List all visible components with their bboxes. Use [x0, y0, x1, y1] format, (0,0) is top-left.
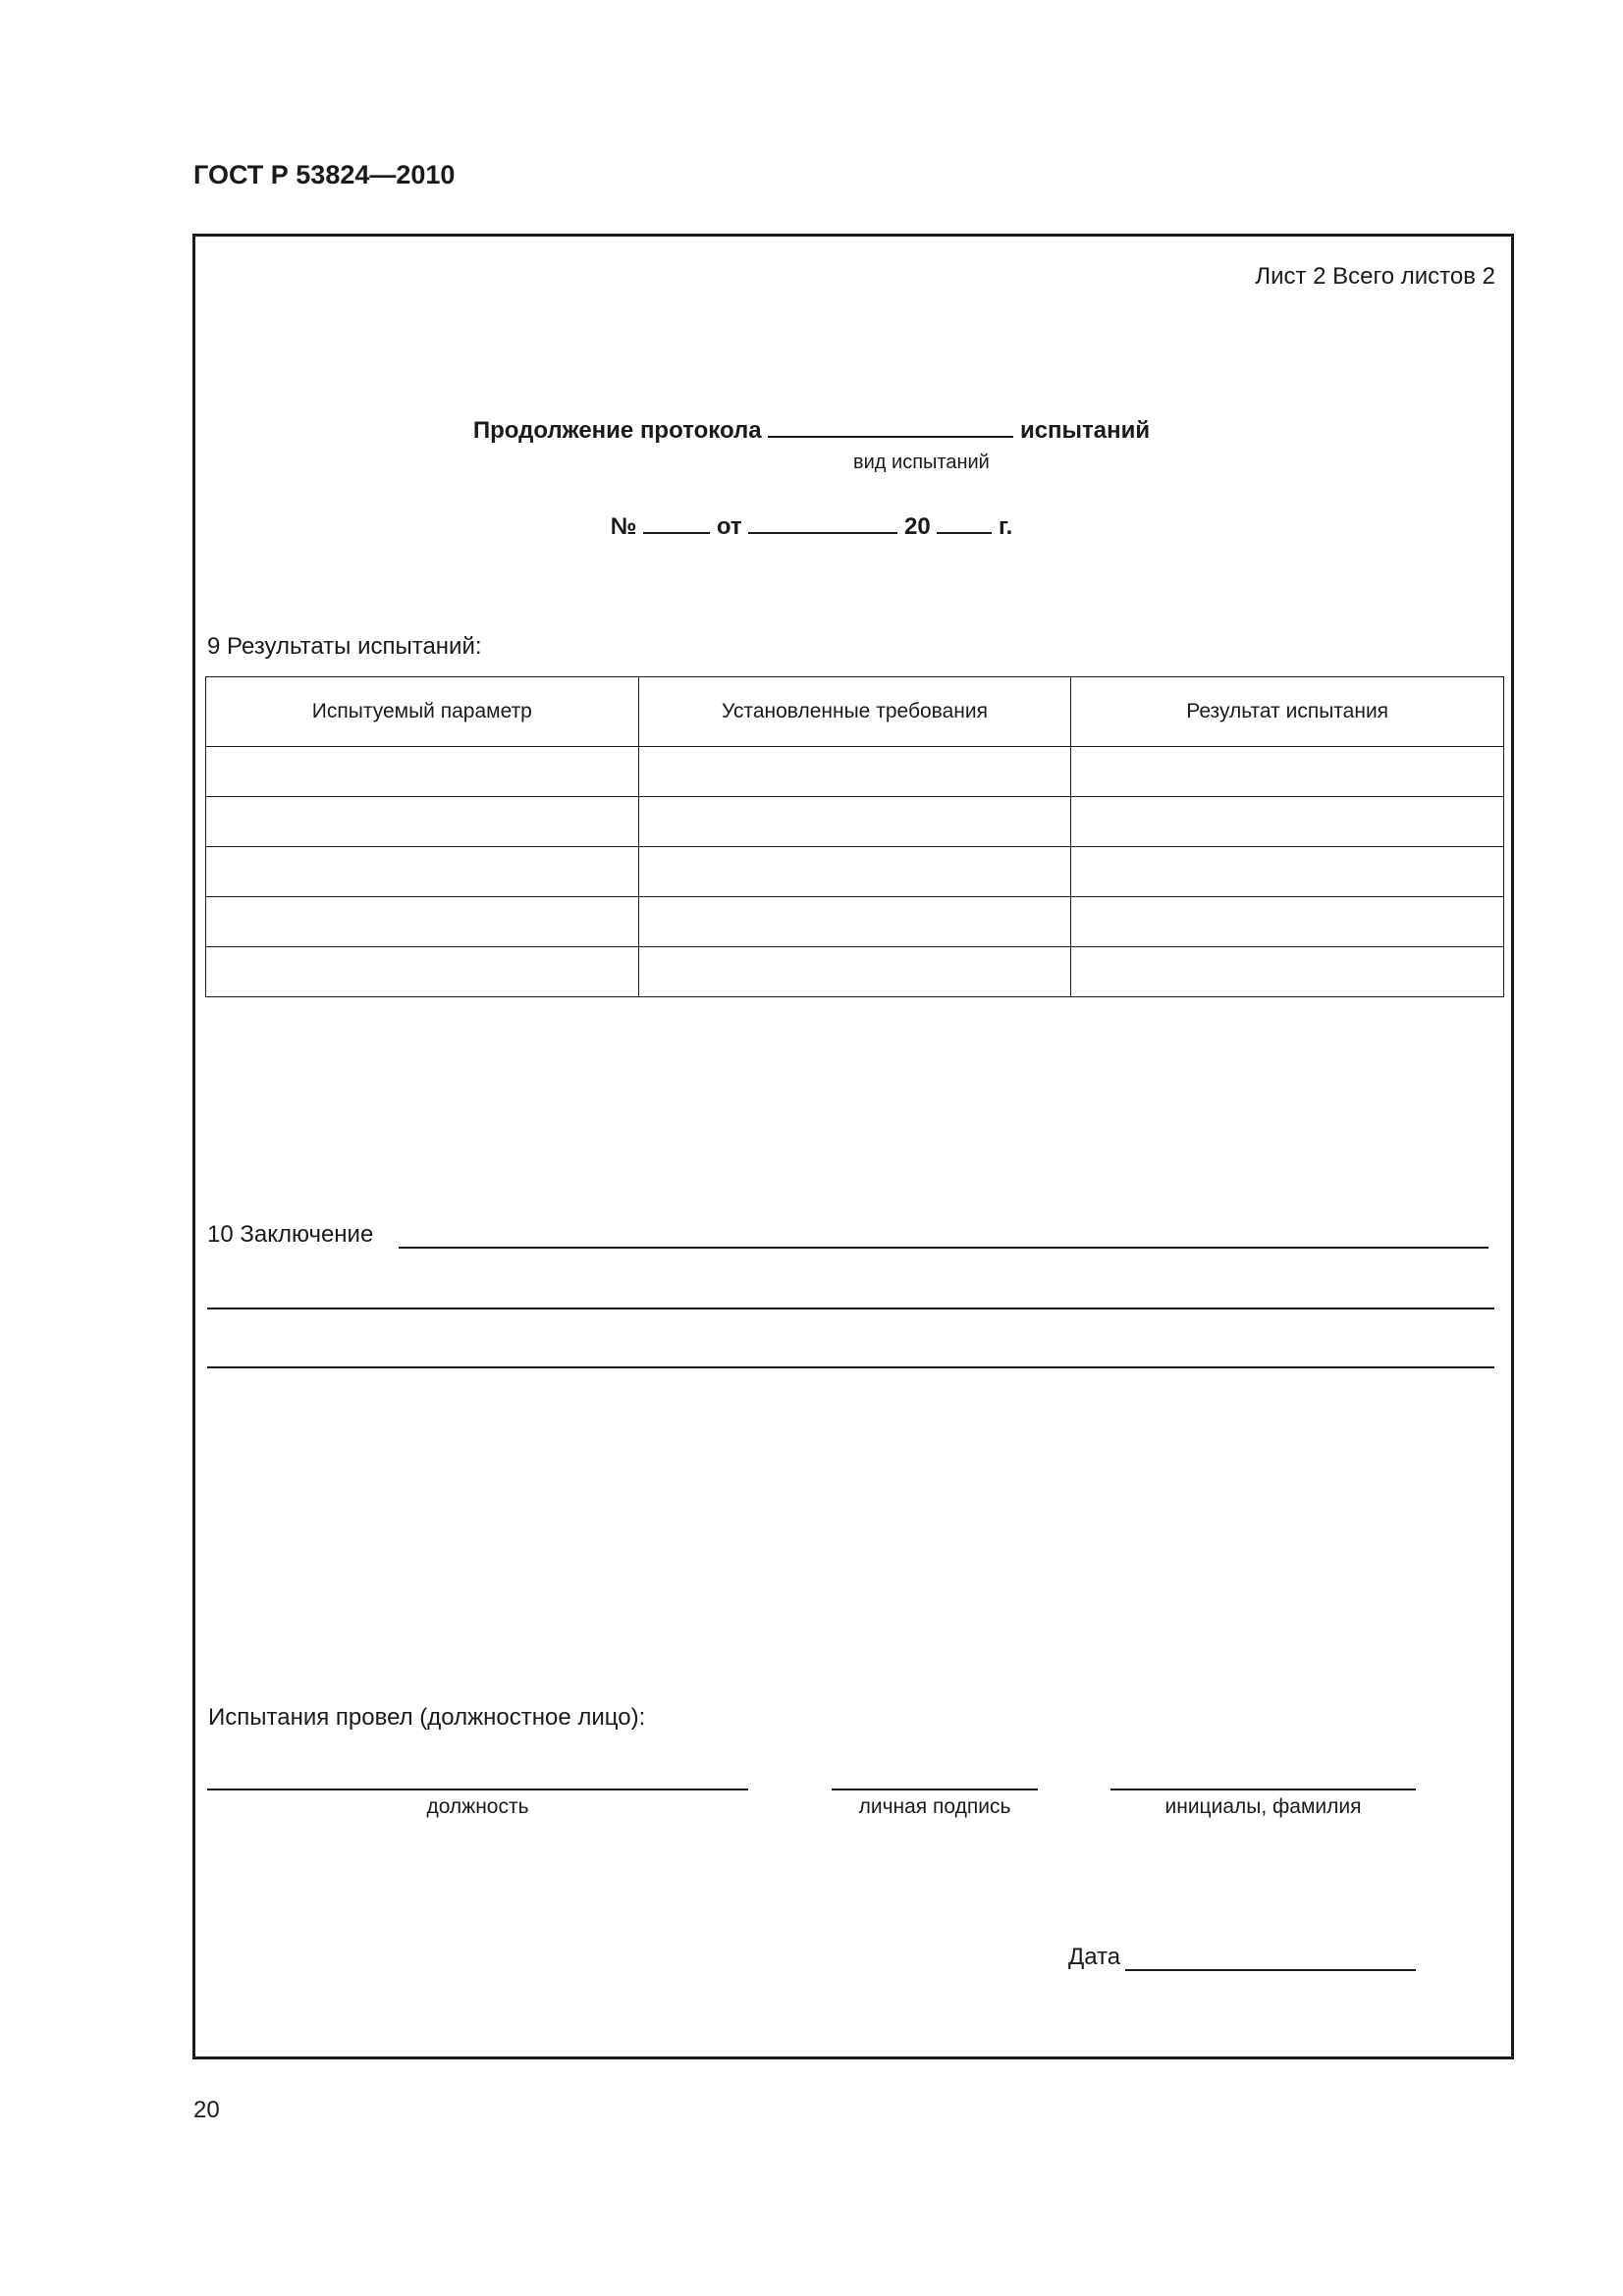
year-prefix: 20	[903, 513, 931, 540]
document-header: ГОСТ Р 53824—2010	[193, 160, 456, 189]
table-row	[206, 747, 1504, 797]
date-blank[interactable]	[748, 512, 897, 534]
table-cell[interactable]	[206, 847, 639, 897]
test-type-caption: вид испытаний	[853, 452, 990, 473]
table-cell[interactable]	[638, 947, 1071, 997]
table-cell[interactable]	[1071, 947, 1504, 997]
performed-by-label: Испытания провел (должностное лицо):	[208, 1704, 646, 1731]
year-blank[interactable]	[937, 512, 992, 534]
sheet-info: Лист 2 Всего листов 2	[1255, 263, 1495, 290]
signature-line[interactable]	[832, 1789, 1038, 1790]
form-frame	[192, 234, 1514, 2059]
title-suffix: испытаний	[1019, 417, 1151, 444]
conclusion-line-1[interactable]	[399, 1247, 1488, 1249]
table-cell[interactable]	[1071, 897, 1504, 947]
conclusion-line-2[interactable]	[207, 1308, 1494, 1309]
section-10-label: 10 Заключение	[207, 1221, 374, 1248]
conclusion-line-3[interactable]	[207, 1366, 1494, 1368]
table-row	[206, 847, 1504, 897]
protocol-number-blank[interactable]	[643, 512, 710, 534]
number-sign: №	[610, 513, 637, 540]
table-cell[interactable]	[638, 797, 1071, 847]
column-header: Испытуемый параметр	[206, 677, 639, 747]
table-cell[interactable]	[206, 947, 639, 997]
table-cell[interactable]	[1071, 747, 1504, 797]
test-type-blank[interactable]	[768, 416, 1013, 438]
name-line[interactable]	[1110, 1789, 1416, 1790]
year-suffix: г.	[999, 513, 1013, 540]
position-line[interactable]	[207, 1789, 748, 1790]
section-9-label: 9 Результаты испытаний:	[207, 633, 482, 660]
position-caption: должность	[426, 1795, 529, 1818]
table-header-row	[206, 677, 1504, 747]
name-caption: инициалы, фамилия	[1164, 1795, 1362, 1818]
page-number: 20	[193, 2097, 220, 2123]
table-row	[206, 947, 1504, 997]
signature-caption: личная подпись	[858, 1795, 1011, 1818]
table-cell[interactable]	[206, 797, 639, 847]
protocol-title	[0, 416, 1623, 445]
table-cell[interactable]	[638, 847, 1071, 897]
protocol-number-line	[0, 512, 1623, 541]
table-cell[interactable]	[1071, 847, 1504, 897]
column-header: Установленные требования	[638, 677, 1071, 747]
column-header: Результат испытания	[1071, 677, 1504, 747]
results-table	[205, 676, 1504, 997]
table-cell[interactable]	[206, 747, 639, 797]
table-row	[206, 897, 1504, 947]
table-cell[interactable]	[206, 897, 639, 947]
table-row	[206, 797, 1504, 847]
table-cell[interactable]	[638, 897, 1071, 947]
date-label: Дата	[1068, 1944, 1121, 1970]
title-prefix: Продолжение протокола	[472, 417, 762, 444]
date-line[interactable]	[1125, 1969, 1416, 1971]
from-word: от	[716, 513, 742, 540]
table-cell[interactable]	[1071, 797, 1504, 847]
table-cell[interactable]	[638, 747, 1071, 797]
